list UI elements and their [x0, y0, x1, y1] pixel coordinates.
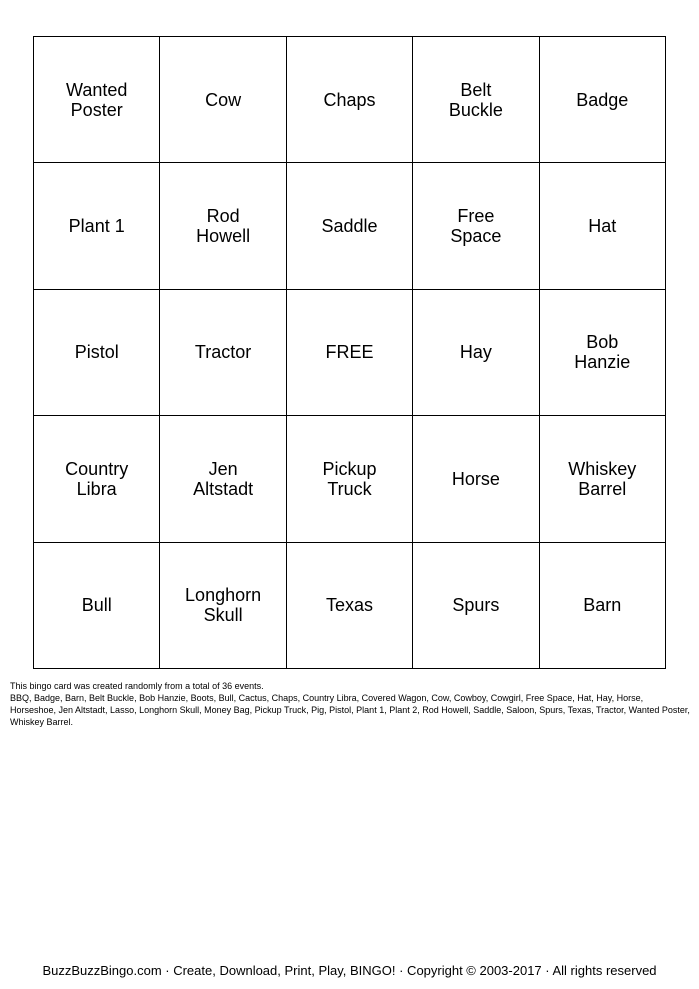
bingo-cell: [160, 416, 286, 542]
bingo-cell: [540, 163, 666, 289]
events-list: BBQ, Badge, Barn, Belt Buckle, Bob Hanzie, Boots, Bull, Cactus, Chaps, Country Libra, Covered Wagon, Cow, Cowboy, Cowgirl, Free Space, Hat, Hay, Horse, Horseshoe, Jen Altstadt, Lasso, Longhorn Skull, Money Bag, Pickup Truck, Pig, Pistol, Plant 1, Plant 2, Rod Howell, Saddle, Saloon, Spurs, Texas, Tractor, Wanted Poster, Whiskey Barrel.: [10, 693, 690, 727]
cell-label: FREE: [325, 342, 374, 363]
bingo-card-grid: [33, 36, 666, 669]
cell-label: Whiskey Barrel: [568, 458, 637, 499]
cell-label: Rod Howell: [196, 206, 251, 247]
bingo-cell: [34, 543, 160, 669]
bingo-cell: [413, 290, 539, 416]
cell-label: Bull: [81, 595, 112, 616]
cell-label: Horse: [451, 468, 500, 489]
bingo-cell: [34, 290, 160, 416]
bingo-cell: [160, 543, 286, 669]
cell-label: Pistol: [74, 342, 119, 363]
card-info: [10, 680, 690, 728]
bingo-cell: [413, 416, 539, 542]
bingo-cell: [413, 543, 539, 669]
bingo-cell: [287, 416, 413, 542]
bingo-cell: [287, 163, 413, 289]
bingo-cell-free: [287, 290, 413, 416]
page-footer: BuzzBuzzBingo.com · Create, Download, Print, Play, BINGO! · Copyright © 2003-2017 · All rights reserved: [42, 963, 657, 978]
bingo-cell: [34, 163, 160, 289]
cell-label: Barn: [583, 595, 622, 616]
cell-label: Country Libra: [65, 458, 129, 499]
bingo-cell: [413, 163, 539, 289]
cell-label: Texas: [325, 595, 373, 616]
bingo-cell: [540, 290, 666, 416]
bingo-cell: [34, 416, 160, 542]
cell-label: Belt Buckle: [448, 79, 503, 120]
cell-label: Plant 1: [68, 216, 125, 237]
cell-label: Free Space: [450, 206, 502, 247]
cell-label: Jen Altstadt: [193, 458, 254, 499]
created-note: This bingo card was created randomly from a total of 36 events.: [10, 681, 264, 691]
bingo-cell: [34, 37, 160, 163]
bingo-cell: [540, 37, 666, 163]
cell-label: Badge: [576, 89, 629, 110]
cell-label: Tractor: [194, 342, 252, 363]
cell-label: Spurs: [452, 595, 500, 616]
cell-label: Chaps: [323, 89, 376, 110]
cell-label: Longhorn Skull: [185, 585, 262, 626]
bingo-cell: [160, 290, 286, 416]
bingo-cell: [540, 543, 666, 669]
bingo-cell: [413, 37, 539, 163]
cell-label: Bob Hanzie: [574, 332, 631, 373]
bingo-cell: [160, 163, 286, 289]
bingo-cell: [287, 37, 413, 163]
cell-label: Saddle: [321, 216, 378, 237]
cell-label: Hay: [459, 342, 492, 363]
cell-label: Cow: [205, 89, 242, 110]
cell-label: Hat: [588, 216, 617, 237]
bingo-cell: [160, 37, 286, 163]
bingo-cell: [287, 543, 413, 669]
cell-label: Wanted Poster: [66, 79, 128, 120]
bingo-cell: [540, 416, 666, 542]
cell-label: Pickup Truck: [322, 458, 377, 499]
